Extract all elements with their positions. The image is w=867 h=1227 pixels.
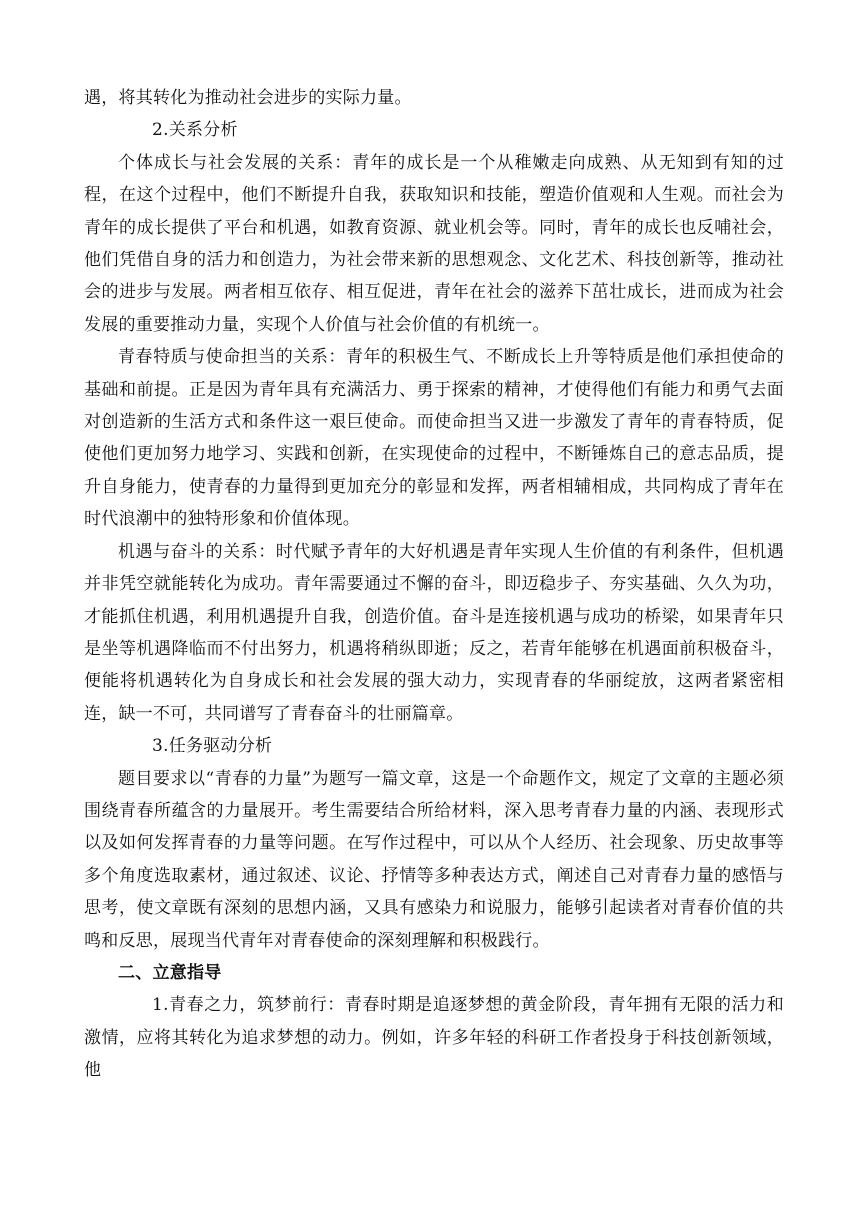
section-2-title: 关系分析 [168,120,238,141]
paragraph-task-analysis: 题目要求以“青春的力量”为题写一篇文章，这是一个命题作文，规定了文章的主题必须围绕青春所蕴含的力量展开。考生需要结合所给材料，深入思考青春力量的内涵、表现形式以及如何发挥青春的力量等问题。在写作过程中，可以从个人经历、社会现象、历史故事等多个角度选取素材，通过叙述、议论、抒情等多种表达方式，阐述自己对青春力量的感悟与思考，使文章既有深刻的思想内涵，又具有感染力和说服力，能够引起读者对青春价值的共鸣和反思，展现当代青年对青春使命的深刻理解和积极践行。 [84,768,784,951]
point-1-number: 1. [152,995,169,1016]
section-2-heading [84,114,784,146]
intro-tail-paragraph: 遇，将其转化为推动社会进步的实际力量。 [84,88,412,108]
guidance-heading: 二、立意指导 [118,962,222,983]
point-1-paragraph [84,989,784,1086]
paragraph-youth-mission: 青春特质与使命担当的关系：青年的积极生气、不断成长上升等特质是他们承担使命的基础和前提。正是因为青年具有充满活力、勇于探索的精神，才使得他们有能力和勇气去面对创造新的生活方式和条件这一艰巨使命。而使命担当又进一步激发了青年的青春特质，促使他们更加努力地学习、实践和创新，在实现使命的过程中，不断锤炼自己的意志品质，提升自身能力，使青春的力量得到更加充分的彰显和发挥，两者相辅相成，共同构成了青年在时代浪潮中的独特形象和价值体现。 [84,347,784,530]
paragraph-individual-society: 个体成长与社会发展的关系：青年的成长是一个从稚嫩走向成熟、从无知到有知的过程，在这个过程中，他们不断提升自我，获取知识和技能，塑造价值观和人生观。而社会为青年的成长提供了平台和机遇，如教育资源、就业机会等。同时，青年的成长也反哺社会，他们凭借自身的活力和创造力，为社会带来新的思想观念、文化艺术、科技创新等，推动社会的进步与发展。两者相互依存、相互促进，青年在社会的滋养下茁壮成长，进而成为社会发展的重要推动力量，实现个人价值与社会价值的有机统一。 [84,152,784,335]
section-3-heading [84,730,784,762]
paragraph-opportunity-struggle: 机遇与奋斗的关系：时代赋予青年的大好机遇是青年实现人生价值的有利条件，但机遇并非凭空就能转化为成功。青年需要通过不懈的奋斗，即迈稳步子、夯实基础、久久为功，才能抓住机遇，利用机遇提升自我，创造价值。奋斗是连接机遇与成功的桥梁，如果青年只是坐等机遇降临而不付出努力，机遇将稍纵即逝；反之，若青年能够在机遇面前积极奋斗，便能将机遇转化为自身成长和社会发展的强大动力，实现青春的华丽绽放，这两者紧密相连，缺一不可，共同谱写了青春奋斗的壮丽篇章。 [84,541,784,724]
section-2-number: 2. [152,120,169,141]
document-body [84,82,784,1087]
point-1-text: 青春之力，筑梦前行：青春时期是追逐梦想的黄金阶段，青年拥有无限的活力和激情，应将其转化为追求梦想的动力。例如，许多年轻的科研工作者投身于科技创新领域，他 [84,995,784,1081]
section-3-number: 3. [152,736,169,757]
section-3-title: 任务驱动分析 [168,736,273,757]
